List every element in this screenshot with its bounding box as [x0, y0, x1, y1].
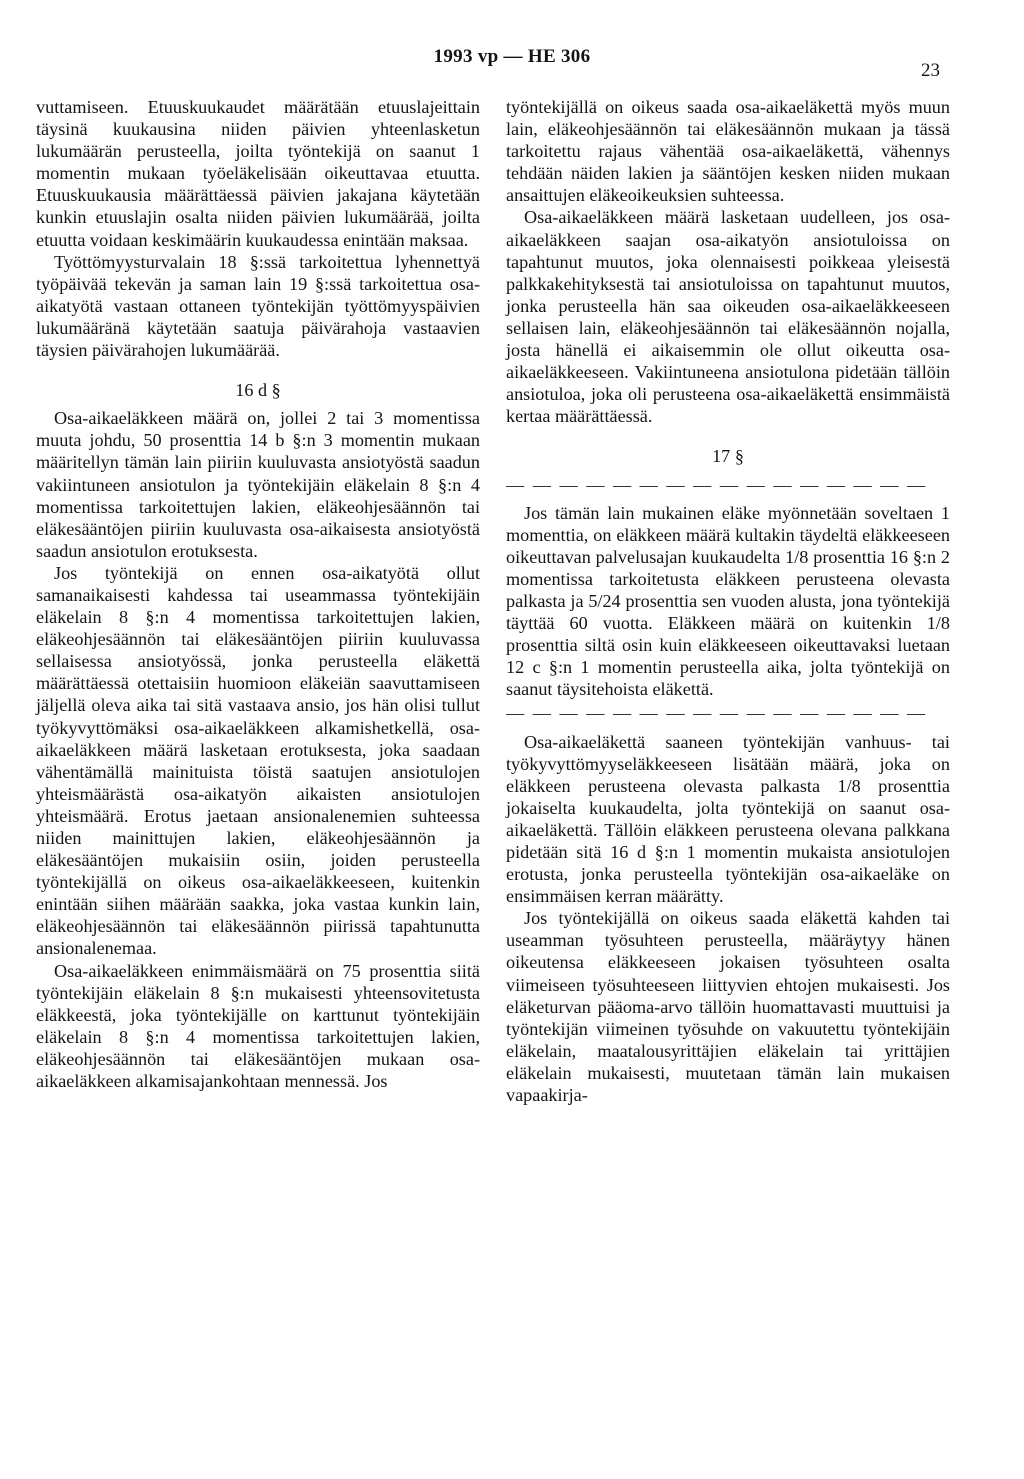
paragraph: Jos työntekijä on ennen osa-aikatyötä ollut samanaikaisesti kahdessa tai useammassa työntekijäin eläkelain 8 §:n 4 momentissa tarkoitettujen lakien, eläkeohjesäännön tai eläkesääntöjen piiriin kuuluvassa sellaisessa ansiotyössä, jonka perusteella eläkettä määrättäessä otettaisiin huomioon eläkeiän saavuttamiseen jäljellä oleva aika tai sitä vastaava ansio, jos hän olisi tullut työkyvyttömäksi osa-aikaeläkkeen alkamishetkellä, osa-aikaeläkkeen määrä lasketaan erotuksesta, joka saadaan vähentämällä mainituista töistä saatujen ansiotulojen yhteismäärästä osa-aikatyön aikaisten ansiotulojen yhteismäärä. Erotus jaetaan ansionalenemien suhteessa niiden mainittujen lakien, eläkeohjesäännön ja eläkesääntöjen mukaisiin osiin, joiden perusteella työntekijällä on oikeus osa-aikaeläkkeeseen, kuitenkin enintään siihen määrään saakka, joka vastaa kunkin lain, eläkeohjesäännön tai eläkesäännön piirissä tapahtunutta ansionalenemaa.	[36, 562, 480, 959]
running-header: 1993 vp — HE 306	[433, 46, 591, 67]
omission-dashes: — — — — — — — — — — — — — — — —	[506, 474, 928, 495]
paragraph: Osa-aikaeläkkeen enimmäismäärä on 75 prosenttia siitä työntekijäin eläkelain 8 §:n mukaisesti yhteensovitetusta eläkkeestä, joka työntekijälle on karttunut työntekijäin eläkelain 8 §:n 4 momentissa tarkoitettujen lakien, eläkeohjesäännön tai eläkesääntöjen mukaan osa-aikaeläkkeen alkamisajankohtaan mennessä. Jos	[36, 960, 480, 1092]
paragraph: Jos työntekijällä on oikeus saada eläkettä kahden tai useamman työsuhteen perusteella, määräytyy hänen oikeutensa eläkkeeseen jokaisen työsuhteen osalta viimeiseen työsuhteeseen liittyvien ehtojen mukaisesti. Jos eläketurvan pääoma-arvo tällöin huomattavasti muuttuisi ja työntekijän viimeinen työsuhde on vakuutettu työntekijäin eläkelain, maatalousyrittäjien eläkelain tai yrittäjien eläkelain mukaisesti, muutetaan tämän lain mukaisen vapaakirja-	[506, 908, 950, 1106]
section-heading: 17 §	[712, 446, 744, 467]
paragraph: työntekijällä on oikeus saada osa-aikaeläkettä myös muun lain, eläkeohjesäännön tai eläkesäännön mukaan ja tässä tarkoitettu rajaus vähentää osa-aikaeläkettä, vähennys tehdään näiden lakien ja sääntöjen kesken niiden mukaan ansaittujen eläkeoikeuksien suhteessa.	[506, 97, 950, 206]
page-number: 23	[921, 60, 940, 81]
paragraph: Osa-aikaeläkettä saaneen työntekijän vanhuus- tai työkyvyttömyyseläkkeeseen lisätään määrä, joka on eläkkeen perusteena olevasta palkasta 1/8 prosenttia jokaiselta kuukaudelta, jolta työntekijä on saanut osa-aikaeläkettä. Tällöin eläkkeen perusteena olevana palkkana pidetään sitä 16 d §:n 1 momentin mukaista ansiotulojen erotusta, jonka perusteella työntekijän osa-aikaeläke on ensimmäisen kerran määrätty.	[506, 731, 950, 907]
paragraph: vuttamiseen. Etuuskuukaudet määrätään etuuslajeittain täysinä kuukausina niiden päivien yhteenlasketun lukumäärän perusteella, joilta työntekijä on saanut 1 momentin mukaan työeläkelisään oikeuttavaa etuutta. Etuuskuukausia määrättäessä päivien jakajana käytetään kunkin etuuslajin osalta niiden päivien lukumäärää, joilta etuutta voidaan keskimäärin kuukaudessa enintään maksaa.	[36, 97, 480, 250]
paragraph: Jos tämän lain mukainen eläke myönnetään soveltaen 1 momenttia, on eläkkeen määrä kultakin täydeltä eläkkeeseen oikeuttavan palvelusajan kuukaudelta 1/8 prosenttia 16 §:n 2 momentissa tarkoitetusta eläkkeen perusteena olevasta palkasta ja 5/24 prosenttia sen vuoden alusta, jona työntekijä täyttää 60 vuotta. Eläkkeen määrä on kuitenkin 1/8 prosenttia siltä osin kuin eläkkeeseen oikeuttavaksi luetaan 12 c §:n 1 momentin perusteella aika, jolta työntekijä on saanut täysitehoista eläkettä.	[506, 502, 950, 700]
section-heading: 16 d §	[235, 380, 281, 401]
left-column	[36, 96, 480, 1092]
omission-dashes: — — — — — — — — — — — — — — — —	[506, 703, 928, 724]
paragraph: Osa-aikaeläkkeen määrä lasketaan uudelleen, jos osa-aikaeläkkeen saajan osa-aikatyön ansiotuloissa on tapahtunut muutos, joka olennaisesti poikkeaa yleisestä palkkakehityksestä tai ansiotuloissa on tapahtunut muutos, jonka perusteella hän saa oikeuden osa-aikaeläkkeeseen sellaisen lain, eläkeohjesäännön tai eläkesäännön nojalla, josta hänellä ei aikaisemmin ole ollut oikeutta osa-aikaeläkkeeseen. Vakiintuneena ansiotulona pidetään tällöin ansiotuloa, joka oli perusteena osa-aikaeläkettä ensimmäistä kertaa määrättäessä.	[506, 207, 950, 427]
paragraph: Työttömyysturvalain 18 §:ssä tarkoitettua lyhennettyä työpäivää tekevän ja saman lain 19 §:ssä tarkoitettua osa-aikatyötä vastaan ottaneen työntekijän työttömyyspäivien lukumääränä käytetään saatuja päivärahoja vastaavien täysien päivärahojen lukumäärää.	[36, 251, 480, 361]
right-column	[506, 96, 950, 1106]
paragraph: Osa-aikaeläkkeen määrä on, jollei 2 tai 3 momentissa muuta johdu, 50 prosenttia 14 b §:n 3 momentin mukaan määritellyn tämän lain piiriin kuuluvasta ansiotyöstä saadun vakiintuneen ansiotulon ja työntekijäin eläkelain 8 §:n 4 momentissa tarkoitettujen lakien, eläkeohjesäännön tai eläkesääntöjen piiriin kuuluvasta osa-aikaisesta ansiotyöstä saadun ansiotulon erotuksesta.	[36, 408, 480, 561]
